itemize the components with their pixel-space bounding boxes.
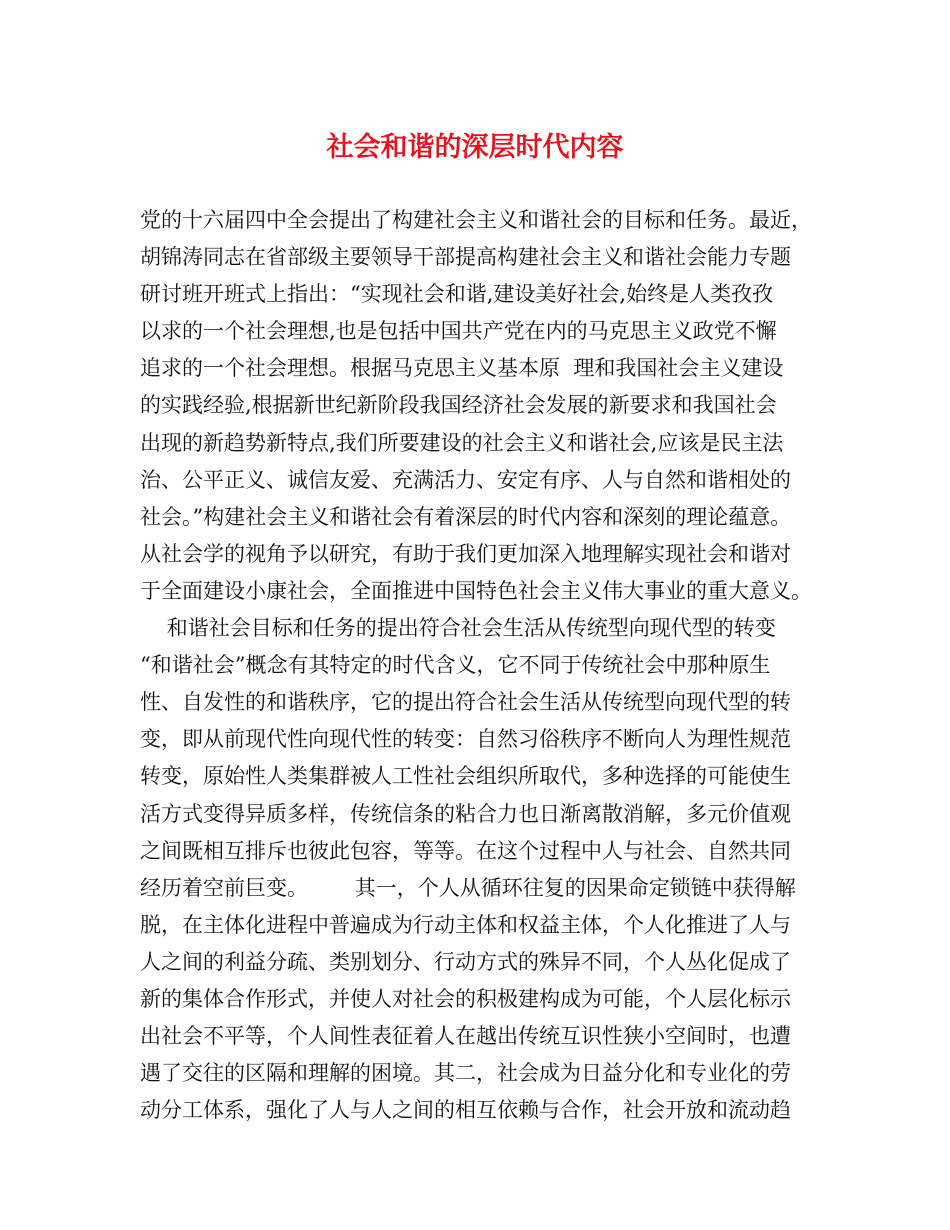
document-title: 社会和谐的深层时代内容 [326,132,624,163]
body-text-line: 人之间的利益分疏、类别划分、行动方式的殊异不同，个人丛化促成了 [140,949,791,974]
body-text-line: 的实践经验,根据新世纪新阶段我国经济社会发展的新要求和我国社会 [140,393,777,418]
body-text-line: 以求的一个社会理想,也是包括中国共产党在内的马克思主义政党不懈 [140,319,777,344]
body-text-line: 从社会学的视角予以研究，有助于我们更加深入地理解实现社会和谐对 [140,541,791,566]
document-body [140,202,840,1129]
body-text-line: 变，即从前现代性向现代性的转变：自然习俗秩序不断向人为理性规范 [140,727,791,752]
body-text-line: 出现的新趋势新特点,我们所要建设的社会主义和谐社会,应该是民主法 [140,430,784,455]
body-text-line: 追求的一个社会理想。根据马克思主义基本原 理和我国社会主义建设 [140,356,784,381]
body-text-line: 转变，原始性人类集群被人工性社会组织所取代，多种选择的可能使生 [140,764,791,789]
body-text-line: 和谐社会目标和任务的提出符合社会生活从传统型向现代型的转变 [140,616,776,641]
body-text-line: 治、公平正义、诚信友爱、充满活力、安定有序、人与自然和谐相处的 [140,467,791,492]
body-text-line: 胡锦涛同志在省部级主要领导干部提高构建社会主义和谐社会能力专题 [140,245,791,270]
body-text-line: 党的十六届四中全会提出了构建社会主义和谐社会的目标和任务。最近， [140,208,812,232]
body-text-line: 新的集体合作形式，并使人对社会的积极建构成为可能，个人层化标示 [140,986,791,1011]
body-text-line: “和谐社会”概念有其特定的时代含义，它不同于传统社会中那种原生 [140,653,771,678]
body-text-line: 活方式变得异质多样，传统信条的粘合力也日渐离散消解，多元价值观 [140,801,791,826]
body-text-line: 社会。”构建社会主义和谐社会有着深层的时代内容和深刻的理论蕴意。 [140,504,792,529]
body-text-line: 性、自发性的和谐秩序，它的提出符合社会生活从传统型向现代型的转 [140,690,791,715]
body-text-line: 于全面建设小康社会，全面推进中国特色社会主义伟大事业的重大意义。 [140,578,812,603]
body-text-line: 研讨班开班式上指出：“实现社会和谐,建设美好社会,始终是人类孜孜 [140,282,774,307]
body-text-line: 出社会不平等，个人间性表征着人在越出传统互识性狭小空间时，也遭 [140,1024,791,1049]
body-text-line: 脱，在主体化进程中普遍成为行动主体和权益主体，个人化推进了人与 [140,912,791,937]
body-text-line: 之间既相互排斥也彼此包容，等等。在这个过程中人与社会、自然共同 [140,838,791,863]
body-text-line: 动分工体系，强化了人与人之间的相互依赖与合作，社会开放和流动趋 [140,1098,791,1123]
body-text-line: 遇了交往的区隔和理解的困境。其二，社会成为日益分化和专业化的劳 [140,1061,791,1086]
body-text-line: 经历着空前巨变。 其一，个人从循环往复的因果命定锁链中获得解 [140,875,796,900]
